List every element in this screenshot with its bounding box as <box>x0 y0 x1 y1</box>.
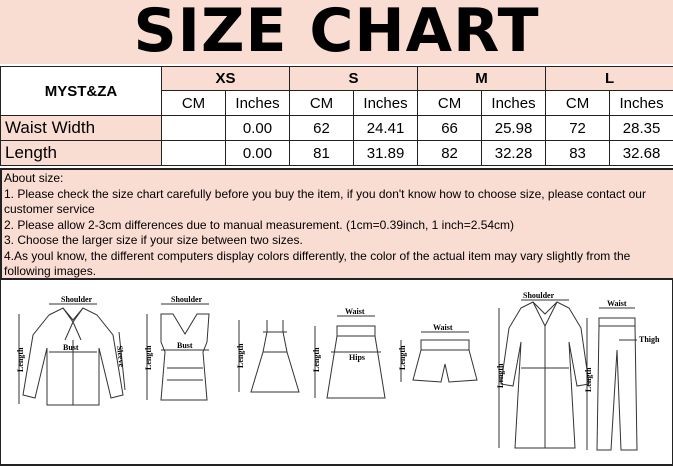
unit-cm: CM <box>418 91 482 116</box>
size-xs: XS <box>162 67 290 91</box>
unit-inches: Inches <box>482 91 546 116</box>
size-l: L <box>546 67 673 91</box>
label-waist: Waist <box>607 299 627 308</box>
row-label-waist-width: Waist Width <box>1 116 162 141</box>
about-size-notes <box>0 168 673 280</box>
table-cell: 81 <box>290 141 354 166</box>
table-cell <box>162 116 226 141</box>
size-header-row <box>1 67 673 91</box>
table-cell: 66 <box>418 116 482 141</box>
label-length: Length <box>496 363 505 388</box>
about-line: 4.As youl know, the different computers display colors differently, the color of the actual item may vary slightly from the following images. <box>4 249 673 280</box>
dress-diagram <box>239 320 299 392</box>
unit-cm: CM <box>290 91 354 116</box>
unit-inches: Inches <box>226 91 290 116</box>
page-title: SIZE CHART <box>0 0 673 66</box>
size-m: M <box>418 67 546 91</box>
table-cell: 24.41 <box>354 116 418 141</box>
label-hips: Hips <box>349 353 365 362</box>
blouse-diagram <box>19 304 125 405</box>
pants-diagram <box>587 308 637 450</box>
table-cell: 25.98 <box>482 116 546 141</box>
about-line: 2. Please allow 2-3cm differences due to manual measurement. (1cm=0.39inch, 1 inch=2.54cm) <box>4 218 673 234</box>
table-cell: 32.68 <box>610 141 673 166</box>
measurement-diagrams-svg <box>1 280 672 462</box>
about-line: 1. Please check the size chart carefully before you buy the item, if you don't know how to choose size, please contact our customer service <box>4 187 673 218</box>
about-line: 3. Choose the larger size if your size between two sizes. <box>4 233 673 249</box>
label-sleeve: Sleeve <box>115 345 126 368</box>
table-cell: 32.28 <box>482 141 546 166</box>
size-s: S <box>290 67 418 91</box>
size-table <box>0 66 673 166</box>
about-heading: About size: <box>4 171 673 187</box>
table-cell: 31.89 <box>354 141 418 166</box>
brand-label: MYST&ZA <box>1 67 162 116</box>
coat-diagram <box>499 300 589 448</box>
shorts-diagram <box>401 332 477 382</box>
unit-inches: Inches <box>354 91 418 116</box>
table-cell: 72 <box>546 116 610 141</box>
label-shoulder: Shoulder <box>61 295 93 304</box>
table-cell: 83 <box>546 141 610 166</box>
table-row <box>1 141 673 166</box>
label-waist: Waist <box>345 307 365 316</box>
label-waist: Waist <box>433 323 453 332</box>
label-bust: Bust <box>63 343 79 352</box>
row-label-length: Length <box>1 141 162 166</box>
table-cell: 82 <box>418 141 482 166</box>
label-thigh: Thigh <box>639 335 660 344</box>
table-cell: 62 <box>290 116 354 141</box>
label-length: Length <box>16 347 25 372</box>
label-bust: Bust <box>177 341 193 350</box>
measurement-diagrams <box>0 279 673 466</box>
label-length: Length <box>236 343 245 368</box>
unit-cm: CM <box>162 91 226 116</box>
table-cell: 0.00 <box>226 116 290 141</box>
label-length: Length <box>144 345 153 370</box>
unit-inches: Inches <box>610 91 673 116</box>
table-row <box>1 116 673 141</box>
table-cell: 0.00 <box>226 141 290 166</box>
label-length: Length <box>584 367 593 392</box>
unit-cm: CM <box>546 91 610 116</box>
top-diagram <box>147 304 209 400</box>
label-shoulder: Shoulder <box>171 295 203 304</box>
table-cell <box>162 141 226 166</box>
title-banner <box>0 0 673 64</box>
table-cell: 28.35 <box>610 116 673 141</box>
label-length: Length <box>312 347 321 372</box>
label-length: Length <box>398 345 407 370</box>
label-shoulder: Shoulder <box>523 291 555 300</box>
